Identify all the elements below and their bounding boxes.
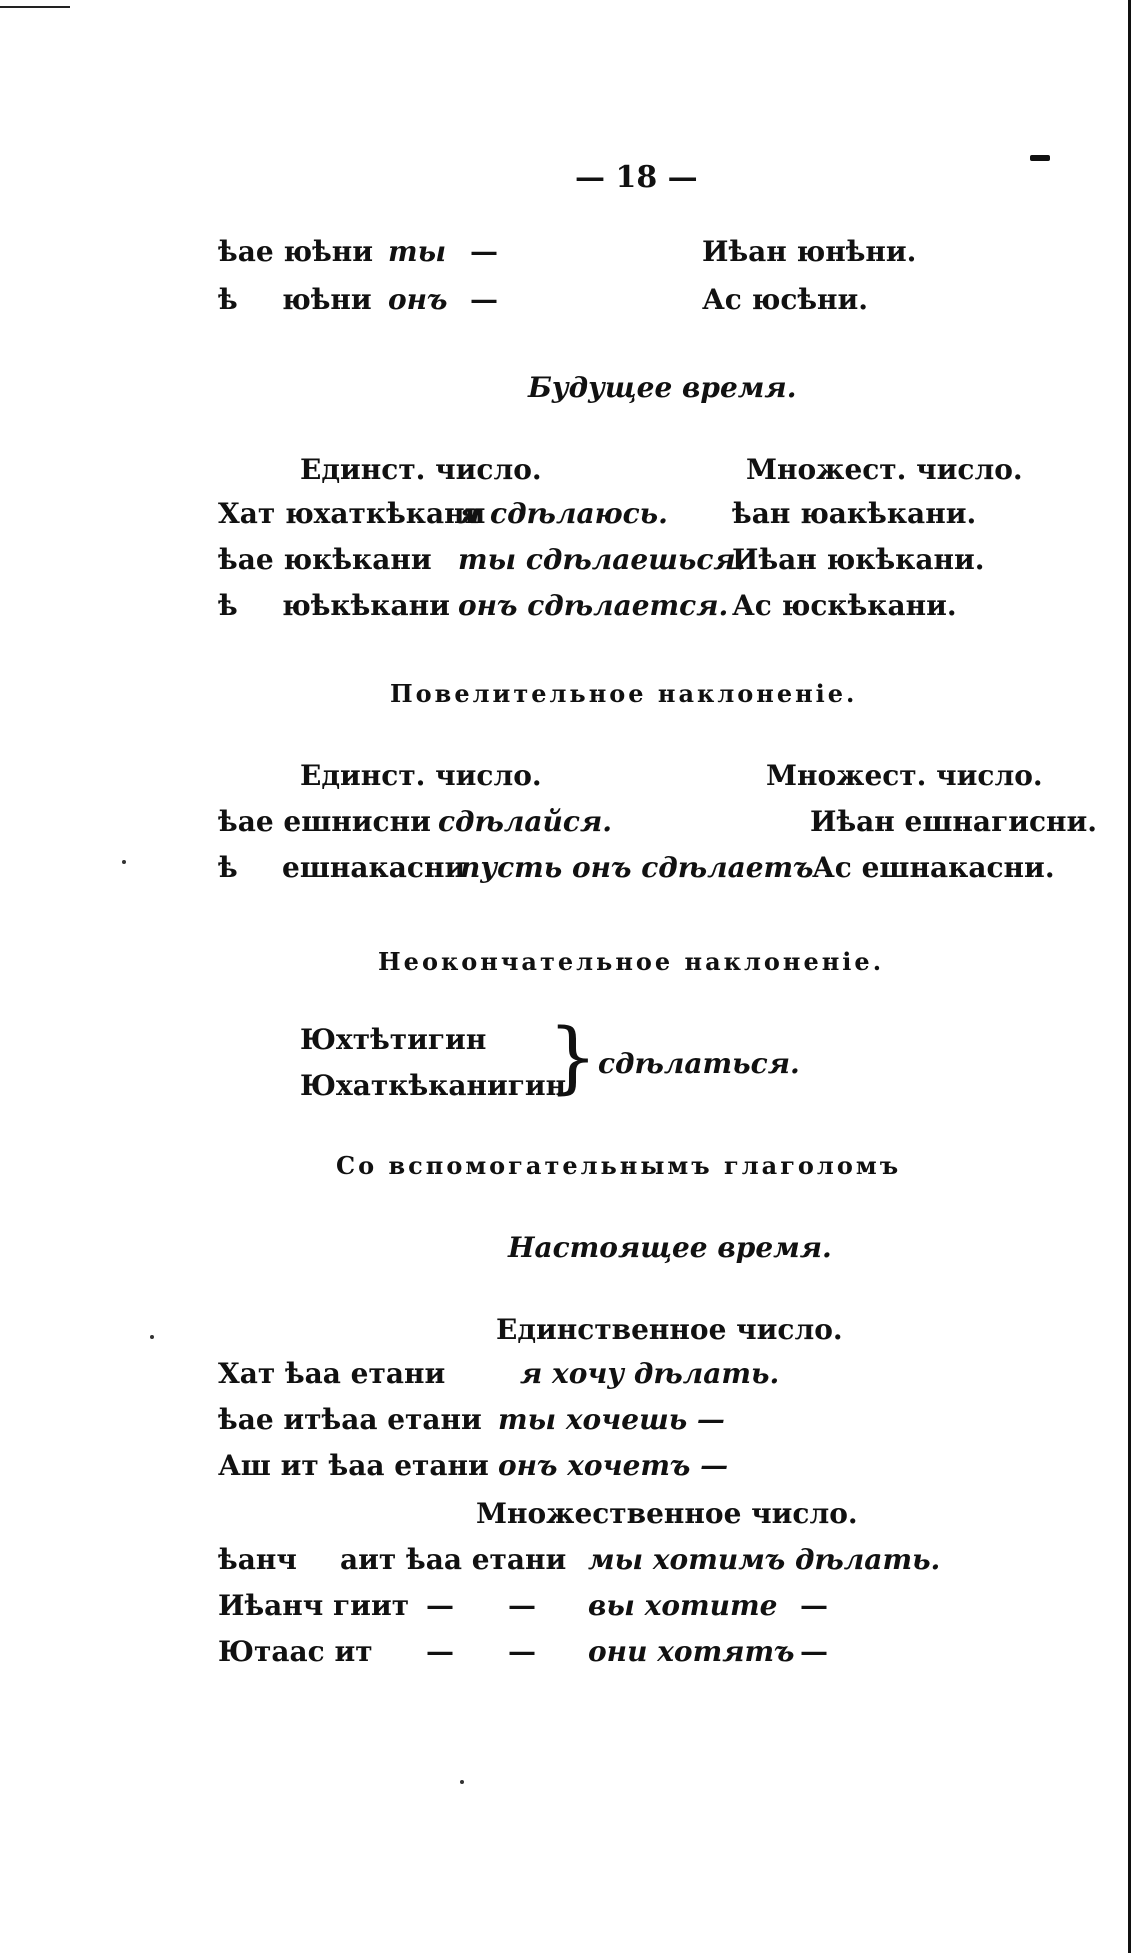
ditto-dash: — bbox=[470, 283, 498, 316]
verb-line: юѣни bbox=[282, 283, 372, 316]
verb-line: ешнакасни bbox=[282, 851, 466, 884]
ink-speck bbox=[150, 1335, 154, 1339]
translation: онъ хочетъ — bbox=[498, 1449, 729, 1482]
ditto-dash: — bbox=[426, 1589, 454, 1622]
verb-line: Хат ѣаа етани bbox=[218, 1357, 446, 1390]
column-header: Единст. число. bbox=[300, 759, 542, 792]
translation: вы хотите bbox=[588, 1589, 778, 1622]
verb-line: Ас юсѣни. bbox=[702, 283, 869, 316]
verb-line: ѣае ешнисни bbox=[218, 805, 431, 838]
ink-speck bbox=[122, 860, 126, 864]
translation: онъ сдѣлается. bbox=[458, 589, 729, 622]
section-heading: Повелительное наклоненіе. bbox=[390, 679, 858, 708]
top-edge-rule bbox=[0, 6, 70, 8]
ditto-dash: — bbox=[800, 1635, 828, 1668]
ditto-dash: — bbox=[508, 1635, 536, 1668]
verb-line: Юхтѣтигин bbox=[300, 1023, 487, 1056]
verb-line: ѣ bbox=[218, 589, 238, 622]
column-header: Единст. число. bbox=[300, 453, 542, 486]
verb-line: Иѣан юкѣкани. bbox=[732, 543, 985, 576]
verb-line: аит ѣаа етани bbox=[340, 1543, 567, 1576]
translation: я сдѣлаюсь. bbox=[458, 497, 668, 530]
ditto-dash: — bbox=[426, 1635, 454, 1668]
verb-line: ѣанч bbox=[218, 1543, 297, 1576]
column-header: Множест. число. bbox=[766, 759, 1043, 792]
verb-line: ѣ bbox=[218, 283, 238, 316]
verb-line: ѣан юакѣкани. bbox=[732, 497, 977, 530]
translation: ты хочешь — bbox=[498, 1403, 725, 1436]
translation: они хотятъ bbox=[588, 1635, 795, 1668]
page-edge-line bbox=[1128, 0, 1131, 1953]
section-heading: Со вспомогательнымъ глаголомъ bbox=[336, 1151, 902, 1180]
translation: сдѣлайся. bbox=[438, 805, 612, 838]
verb-line: Иѣанч гиит bbox=[218, 1589, 410, 1622]
section-heading: Настоящее время. bbox=[508, 1231, 832, 1264]
translation: сдѣлаться. bbox=[598, 1047, 800, 1080]
translation: онъ bbox=[388, 283, 448, 316]
verb-line: Ас ешнакасни. bbox=[812, 851, 1055, 884]
translation: ты bbox=[388, 235, 447, 268]
verb-line: ѣ bbox=[218, 851, 238, 884]
verb-line: Иѣан юнѣни. bbox=[702, 235, 917, 268]
column-header: Множест. число. bbox=[746, 453, 1023, 486]
verb-line: юѣкѣкани bbox=[282, 589, 450, 622]
translation: я хочу дѣлать. bbox=[520, 1357, 780, 1390]
translation: ты сдѣлаешься. bbox=[458, 543, 746, 576]
section-heading: Будущее время. bbox=[528, 371, 797, 404]
verb-line: Иѣан ешнагисни. bbox=[810, 805, 1098, 838]
ink-mark bbox=[1030, 155, 1050, 161]
translation: пусть онъ сдѣлаетъ bbox=[460, 851, 814, 884]
verb-line: Юхаткѣканигин bbox=[300, 1069, 567, 1102]
verb-line: ѣае итѣаа етани bbox=[218, 1403, 482, 1436]
translation: мы хотимъ дѣлать. bbox=[588, 1543, 941, 1576]
verb-line: ѣае юѣни bbox=[218, 235, 374, 268]
page-number: — 18 — bbox=[575, 160, 698, 195]
ditto-dash: — bbox=[470, 235, 498, 268]
verb-line: Хат юхаткѣкани bbox=[218, 497, 486, 530]
verb-line: Ютаас ит bbox=[218, 1635, 373, 1668]
ink-speck bbox=[460, 1780, 464, 1784]
section-heading: Неокончательное наклоненіе. bbox=[378, 947, 885, 976]
subheading: Множественное число. bbox=[476, 1497, 858, 1530]
brace: } bbox=[548, 1013, 598, 1103]
subheading: Единственное число. bbox=[496, 1313, 843, 1346]
ditto-dash: — bbox=[508, 1589, 536, 1622]
ditto-dash: — bbox=[800, 1589, 828, 1622]
verb-line: Аш ит ѣаа етани bbox=[218, 1449, 489, 1482]
verb-line: ѣае юкѣкани bbox=[218, 543, 432, 576]
verb-line: Ас юскѣкани. bbox=[732, 589, 957, 622]
